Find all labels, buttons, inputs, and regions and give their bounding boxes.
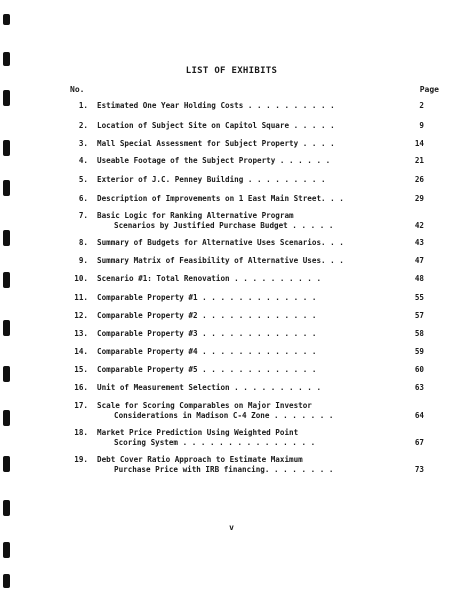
exhibit-page: 64 xyxy=(414,411,424,420)
binding-holes xyxy=(0,0,14,599)
exhibit-page: 73 xyxy=(414,465,424,474)
exhibit-page: 57 xyxy=(414,311,424,320)
exhibit-number: 13. xyxy=(74,329,88,338)
exhibit-page: 21 xyxy=(414,156,424,165)
binding-hole xyxy=(3,90,10,106)
exhibit-title: Market Price Prediction Using Weighted Point xyxy=(97,428,299,437)
exhibit-page: 47 xyxy=(414,256,424,265)
column-header-page: Page xyxy=(419,85,439,94)
exhibit-number: 11. xyxy=(74,293,88,302)
binding-hole xyxy=(3,320,10,336)
exhibit-number: 7. xyxy=(78,211,88,220)
exhibit-number: 14. xyxy=(74,347,88,356)
exhibit-title: Summary of Budgets for Alternative Uses Scenarios. . . xyxy=(97,238,344,247)
exhibit-title: Useable Footage of the Subject Property . . . . . . xyxy=(97,156,331,165)
exhibit-page: 9 xyxy=(419,121,424,130)
exhibit-title: Mall Special Assessment for Subject Property . . . . xyxy=(97,139,335,148)
exhibit-number: 2. xyxy=(78,121,88,130)
exhibit-title: Scale for Scoring Comparables on Major Investor xyxy=(97,401,312,410)
exhibit-page: 26 xyxy=(414,175,424,184)
exhibit-title: Description of Improvements on 1 East Main Street. . . xyxy=(97,194,344,203)
exhibit-title: Comparable Property #2 . . . . . . . . . . . . . xyxy=(97,311,317,320)
exhibit-title: Estimated One Year Holding Costs . . . . . . . . . . xyxy=(97,101,335,110)
exhibit-page: 43 xyxy=(414,238,424,247)
page-title: LIST OF EXHIBITS xyxy=(185,66,278,76)
exhibit-title-continued: Purchase Price with IRB financing. . . . . . . . xyxy=(114,465,334,474)
binding-hole xyxy=(3,14,10,25)
page-footer-number: v xyxy=(229,523,234,532)
exhibit-title-continued: Scoring System . . . . . . . . . . . . . . . xyxy=(114,438,316,447)
exhibit-page: 2 xyxy=(419,101,424,110)
exhibit-number: 4. xyxy=(78,156,88,165)
exhibit-page: 59 xyxy=(414,347,424,356)
binding-hole xyxy=(3,410,10,426)
binding-hole xyxy=(3,52,10,66)
binding-hole xyxy=(3,456,10,472)
exhibit-number: 9. xyxy=(78,256,88,265)
exhibit-title: Unit of Measurement Selection . . . . . . . . . . xyxy=(97,383,322,392)
exhibit-title-continued: Scenarios by Justified Purchase Budget . . . . . xyxy=(114,221,334,230)
binding-hole xyxy=(3,140,10,156)
column-header-no: No. xyxy=(70,85,85,94)
exhibit-title: Comparable Property #5 . . . . . . . . . . . . . xyxy=(97,365,317,374)
exhibit-number: 1. xyxy=(78,101,88,110)
exhibit-number: 12. xyxy=(74,311,88,320)
exhibit-number: 5. xyxy=(78,175,88,184)
exhibit-page: 55 xyxy=(414,293,424,302)
exhibit-page: 63 xyxy=(414,383,424,392)
exhibit-title: Comparable Property #3 . . . . . . . . . . . . . xyxy=(97,329,317,338)
exhibit-title: Basic Logic for Ranking Alternative Program xyxy=(97,211,294,220)
exhibit-number: 17. xyxy=(74,401,88,410)
binding-hole xyxy=(3,542,10,558)
binding-hole xyxy=(3,500,10,516)
exhibit-page: 58 xyxy=(414,329,424,338)
binding-hole xyxy=(3,230,10,246)
exhibit-page: 14 xyxy=(414,139,424,148)
binding-hole xyxy=(3,272,10,288)
exhibit-title: Scenario #1: Total Renovation . . . . . . . . . . xyxy=(97,274,322,283)
exhibit-page: 67 xyxy=(414,438,424,447)
exhibit-number: 3. xyxy=(78,139,88,148)
binding-hole xyxy=(3,574,10,588)
exhibit-number: 15. xyxy=(74,365,88,374)
exhibit-page: 48 xyxy=(414,274,424,283)
exhibit-page: 60 xyxy=(414,365,424,374)
exhibit-number: 8. xyxy=(78,238,88,247)
exhibit-number: 16. xyxy=(74,383,88,392)
exhibit-number: 18. xyxy=(74,428,88,437)
exhibit-title: Debt Cover Ratio Approach to Estimate Maximum xyxy=(97,455,303,464)
exhibit-title: Comparable Property #4 . . . . . . . . . . . . . xyxy=(97,347,317,356)
binding-hole xyxy=(3,180,10,196)
exhibit-title: Location of Subject Site on Capitol Square . . . . . xyxy=(97,121,335,130)
exhibit-title: Exterior of J.C. Penney Building . . . . . . . . . xyxy=(97,175,326,184)
exhibit-number: 19. xyxy=(74,455,88,464)
binding-hole xyxy=(3,366,10,382)
exhibit-title: Comparable Property #1 . . . . . . . . . . . . . xyxy=(97,293,317,302)
exhibit-page: 29 xyxy=(414,194,424,203)
exhibit-number: 10. xyxy=(74,274,88,283)
exhibit-title: Summary Matrix of Feasibility of Alternative Uses. . . xyxy=(97,256,344,265)
exhibit-page: 42 xyxy=(414,221,424,230)
exhibit-title-continued: Considerations in Madison C-4 Zone . . . . . . . xyxy=(114,411,334,420)
exhibit-number: 6. xyxy=(78,194,88,203)
